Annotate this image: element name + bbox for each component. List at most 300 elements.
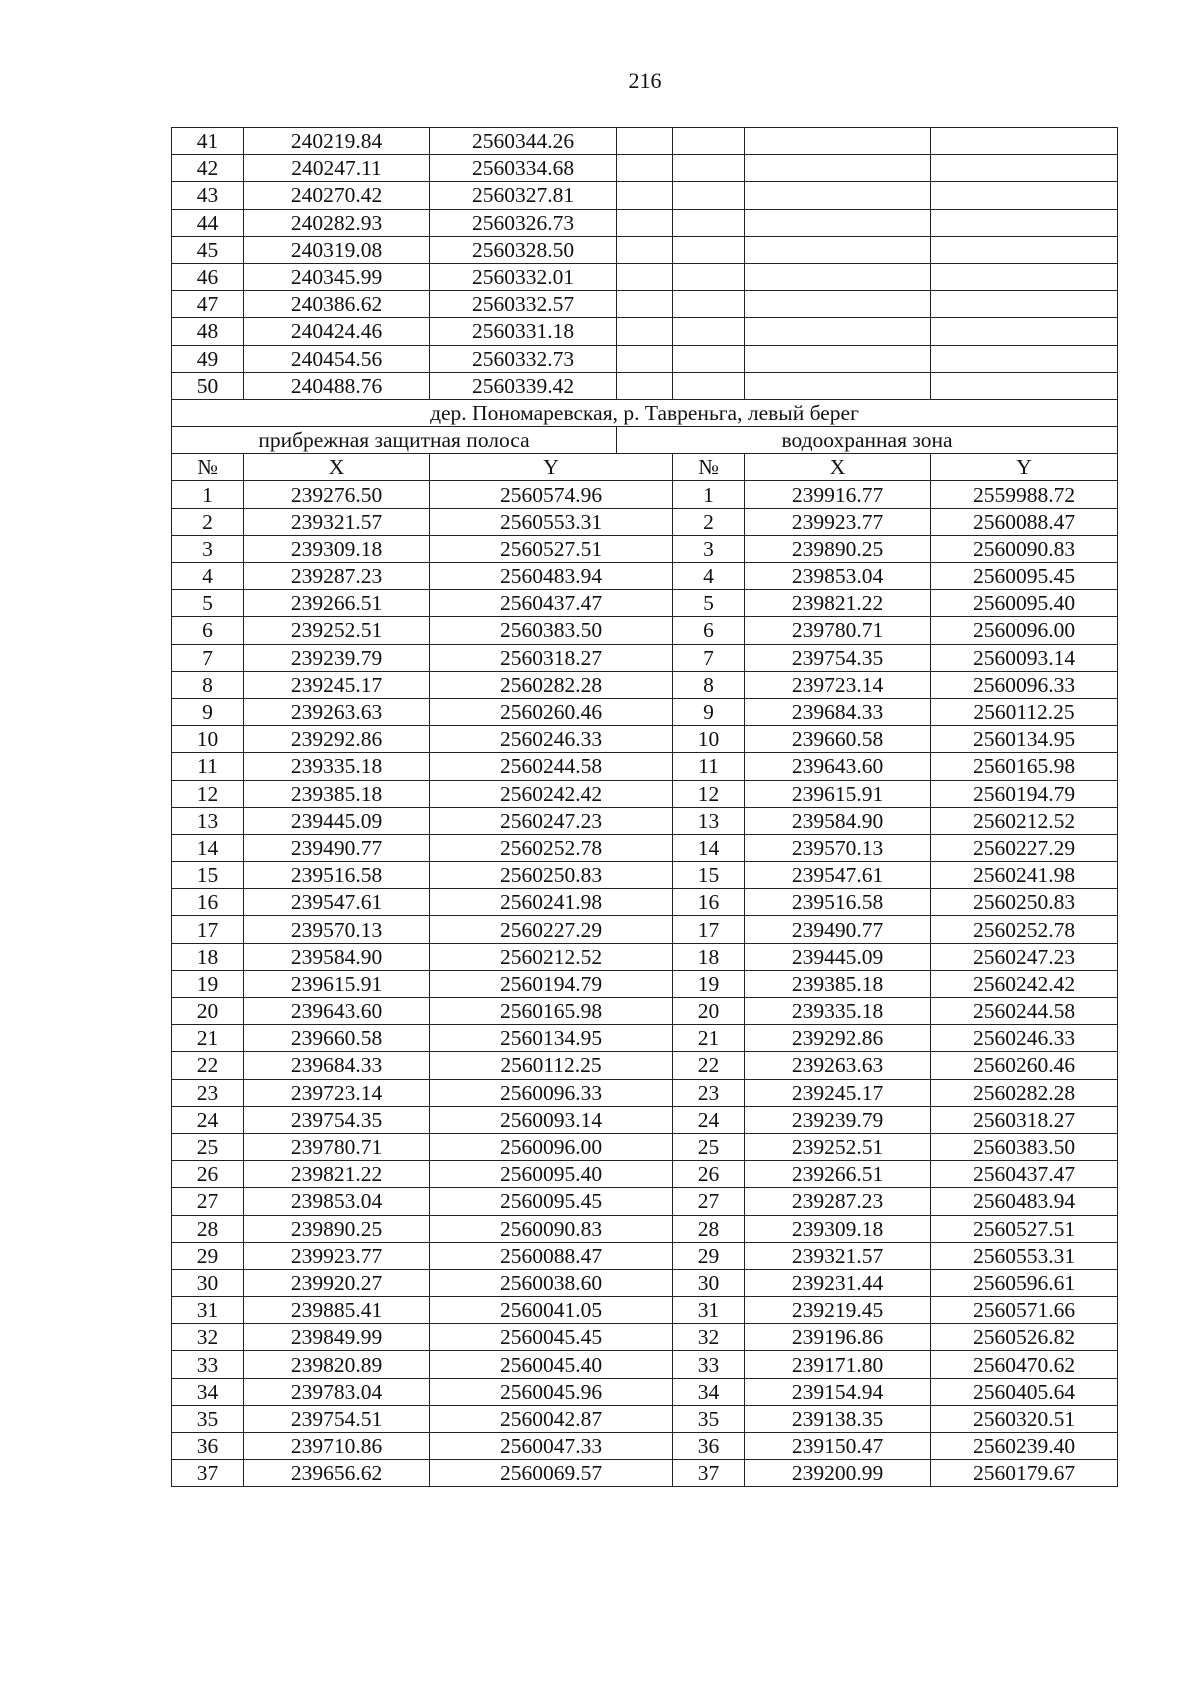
coord-y: 2560332.01: [430, 263, 617, 290]
coord-x-left: 239321.57: [244, 508, 430, 535]
coord-y-left: 2560527.51: [430, 535, 673, 562]
coord-y-right: 2560227.29: [931, 834, 1118, 861]
zone-heading-row: [172, 427, 1118, 454]
coord-x: 240386.62: [244, 291, 430, 318]
coord-y-right: 2560239.40: [931, 1433, 1118, 1460]
point-number-right: 26: [673, 1161, 745, 1188]
point-number: 42: [172, 155, 244, 182]
coord-y: 2560344.26: [430, 128, 617, 155]
point-number-right: 24: [673, 1106, 745, 1133]
coord-x-right: 239723.14: [745, 671, 931, 698]
coord-y-right: 2560282.28: [931, 1079, 1118, 1106]
coord-x-right: 239239.79: [745, 1106, 931, 1133]
coord-y-left: 2560553.31: [430, 508, 673, 535]
table-row: [172, 889, 1118, 916]
coord-x-right: 239385.18: [745, 970, 931, 997]
point-number-left: 20: [172, 998, 244, 1025]
empty-cell: [673, 182, 745, 209]
point-number-left: 9: [172, 698, 244, 725]
point-number-right: 15: [673, 862, 745, 889]
empty-cell: [745, 209, 931, 236]
coord-x-left: 239643.60: [244, 998, 430, 1025]
point-number-left: 14: [172, 834, 244, 861]
point-number-right: 23: [673, 1079, 745, 1106]
point-number-right: 10: [673, 726, 745, 753]
coord-x-right: 239643.60: [745, 753, 931, 780]
coord-y-left: 2560247.23: [430, 807, 673, 834]
coord-x-right: 239150.47: [745, 1433, 931, 1460]
coord-x-right: 239196.86: [745, 1324, 931, 1351]
point-number-right: 35: [673, 1405, 745, 1432]
coord-y-left: 2560194.79: [430, 970, 673, 997]
table-row: [172, 318, 1118, 345]
coord-y-left: 2560041.05: [430, 1297, 673, 1324]
coord-x-right: 239445.09: [745, 943, 931, 970]
point-number: 43: [172, 182, 244, 209]
empty-cell: [617, 372, 673, 399]
table-row: [172, 1052, 1118, 1079]
coord-y-left: 2560250.83: [430, 862, 673, 889]
point-number-right: 36: [673, 1433, 745, 1460]
section-title-row: [172, 399, 1118, 426]
coord-x: 240219.84: [244, 128, 430, 155]
coord-y-right: 2560096.00: [931, 617, 1118, 644]
coord-y: 2560332.73: [430, 345, 617, 372]
coord-x-right: 239780.71: [745, 617, 931, 644]
point-number-left: 2: [172, 508, 244, 535]
coord-x-right: 239231.44: [745, 1269, 931, 1296]
coord-y: 2560327.81: [430, 182, 617, 209]
empty-cell: [673, 345, 745, 372]
table-row: [172, 1324, 1118, 1351]
coord-y-left: 2560045.96: [430, 1378, 673, 1405]
table-row: [172, 590, 1118, 617]
point-number-right: 30: [673, 1269, 745, 1296]
table-row: [172, 807, 1118, 834]
coord-y-right: 2560252.78: [931, 916, 1118, 943]
table-row: [172, 862, 1118, 889]
coord-y-right: 2560526.82: [931, 1324, 1118, 1351]
table-row: [172, 481, 1118, 508]
coord-x-right: 239754.35: [745, 644, 931, 671]
point-number-right: 19: [673, 970, 745, 997]
table-row: [172, 263, 1118, 290]
empty-cell: [673, 236, 745, 263]
coord-y-right: 2560250.83: [931, 889, 1118, 916]
point-number-right: 25: [673, 1133, 745, 1160]
empty-cell: [673, 372, 745, 399]
column-header-row: [172, 454, 1118, 481]
col-header-num-right: №: [673, 454, 745, 481]
point-number-left: 33: [172, 1351, 244, 1378]
coord-x-right: 239916.77: [745, 481, 931, 508]
coord-x-left: 239885.41: [244, 1297, 430, 1324]
empty-cell: [931, 155, 1118, 182]
coord-x-left: 239252.51: [244, 617, 430, 644]
table-row: [172, 1460, 1118, 1487]
coord-x-left: 239754.35: [244, 1106, 430, 1133]
coord-y-right: 2560165.98: [931, 753, 1118, 780]
coord-y-right: 2560194.79: [931, 780, 1118, 807]
empty-cell: [745, 155, 931, 182]
point-number-left: 19: [172, 970, 244, 997]
empty-cell: [931, 236, 1118, 263]
empty-cell: [931, 372, 1118, 399]
coord-y-right: 2560093.14: [931, 644, 1118, 671]
point-number: 45: [172, 236, 244, 263]
coord-y-left: 2560047.33: [430, 1433, 673, 1460]
point-number-left: 37: [172, 1460, 244, 1487]
coord-y-left: 2560112.25: [430, 1052, 673, 1079]
coord-y-left: 2560095.45: [430, 1188, 673, 1215]
coord-x-left: 239821.22: [244, 1161, 430, 1188]
empty-cell: [745, 318, 931, 345]
table-row: [172, 943, 1118, 970]
coord-x-right: 239154.94: [745, 1378, 931, 1405]
coord-y-right: 2560134.95: [931, 726, 1118, 753]
coord-y-right: 2560483.94: [931, 1188, 1118, 1215]
section-header: [172, 399, 1118, 481]
point-number-left: 1: [172, 481, 244, 508]
point-number-left: 7: [172, 644, 244, 671]
empty-cell: [673, 128, 745, 155]
coord-x: 240454.56: [244, 345, 430, 372]
coord-x-left: 239584.90: [244, 943, 430, 970]
water-protection-zone-heading: водоохранная зона: [617, 427, 1118, 454]
coord-x: 240319.08: [244, 236, 430, 263]
table-row: [172, 1025, 1118, 1052]
coord-x-right: 239923.77: [745, 508, 931, 535]
table-row: [172, 128, 1118, 155]
coord-y-left: 2560165.98: [430, 998, 673, 1025]
table-row: [172, 1215, 1118, 1242]
coord-y-right: 2560320.51: [931, 1405, 1118, 1432]
coord-y-left: 2560212.52: [430, 943, 673, 970]
coord-x-right: 239321.57: [745, 1242, 931, 1269]
empty-cell: [745, 263, 931, 290]
coord-x-right: 239138.35: [745, 1405, 931, 1432]
empty-cell: [617, 263, 673, 290]
empty-cell: [745, 291, 931, 318]
table-row: [172, 1378, 1118, 1405]
coord-x-left: 239287.23: [244, 563, 430, 590]
coord-y-right: 2560090.83: [931, 535, 1118, 562]
coord-y-right: 2560571.66: [931, 1297, 1118, 1324]
empty-cell: [931, 182, 1118, 209]
empty-cell: [931, 263, 1118, 290]
coord-x-right: 239516.58: [745, 889, 931, 916]
table-row: [172, 236, 1118, 263]
table-row: [172, 698, 1118, 725]
point-number-left: 15: [172, 862, 244, 889]
coord-x: 240270.42: [244, 182, 430, 209]
coord-x-right: 239615.91: [745, 780, 931, 807]
coord-y-left: 2560093.14: [430, 1106, 673, 1133]
point-number-right: 28: [673, 1215, 745, 1242]
coord-y-right: 2560241.98: [931, 862, 1118, 889]
coord-y-left: 2560483.94: [430, 563, 673, 590]
coord-y-right: 2560527.51: [931, 1215, 1118, 1242]
point-number-left: 13: [172, 807, 244, 834]
col-header-x-right: X: [745, 454, 931, 481]
point-number-right: 4: [673, 563, 745, 590]
point-number-right: 18: [673, 943, 745, 970]
coord-y-right: 2560212.52: [931, 807, 1118, 834]
coord-y: 2560339.42: [430, 372, 617, 399]
coord-x-left: 239853.04: [244, 1188, 430, 1215]
coord-x-left: 239245.17: [244, 671, 430, 698]
coastal-strip-heading: прибрежная защитная полоса: [172, 427, 617, 454]
point-number-left: 28: [172, 1215, 244, 1242]
coord-x-left: 239780.71: [244, 1133, 430, 1160]
point-number-right: 22: [673, 1052, 745, 1079]
point-number: 48: [172, 318, 244, 345]
point-number-left: 25: [172, 1133, 244, 1160]
point-number-right: 33: [673, 1351, 745, 1378]
point-number-left: 22: [172, 1052, 244, 1079]
point-number-right: 7: [673, 644, 745, 671]
point-number-left: 27: [172, 1188, 244, 1215]
coord-x-right: 239684.33: [745, 698, 931, 725]
coord-x-left: 239684.33: [244, 1052, 430, 1079]
coord-y-right: 2560242.42: [931, 970, 1118, 997]
table-row: [172, 1161, 1118, 1188]
empty-cell: [617, 236, 673, 263]
coord-y-left: 2560282.28: [430, 671, 673, 698]
point-number-left: 31: [172, 1297, 244, 1324]
coord-y-left: 2560246.33: [430, 726, 673, 753]
point-number-right: 20: [673, 998, 745, 1025]
point-number-right: 21: [673, 1025, 745, 1052]
table-row: [172, 372, 1118, 399]
coord-x-left: 239920.27: [244, 1269, 430, 1296]
coord-x-right: 239200.99: [745, 1460, 931, 1487]
coord-y: 2560332.57: [430, 291, 617, 318]
coord-y-right: 2560596.61: [931, 1269, 1118, 1296]
coord-y-right: 2560088.47: [931, 508, 1118, 535]
table-row: [172, 726, 1118, 753]
empty-cell: [931, 345, 1118, 372]
table-row: [172, 644, 1118, 671]
coord-y-left: 2560318.27: [430, 644, 673, 671]
point-number-right: 34: [673, 1378, 745, 1405]
point-number-right: 12: [673, 780, 745, 807]
coord-y-left: 2560252.78: [430, 834, 673, 861]
point-number-left: 35: [172, 1405, 244, 1432]
coord-x-left: 239849.99: [244, 1324, 430, 1351]
table-row: [172, 209, 1118, 236]
coord-y-left: 2560134.95: [430, 1025, 673, 1052]
table-row: [172, 970, 1118, 997]
coord-x-right: 239490.77: [745, 916, 931, 943]
coord-y-right: 2560095.45: [931, 563, 1118, 590]
point-number-right: 29: [673, 1242, 745, 1269]
empty-cell: [745, 182, 931, 209]
coord-x-right: 239309.18: [745, 1215, 931, 1242]
coord-x-left: 239490.77: [244, 834, 430, 861]
point-number-left: 21: [172, 1025, 244, 1052]
coord-y-left: 2560242.42: [430, 780, 673, 807]
point-number-left: 32: [172, 1324, 244, 1351]
coord-x-left: 239292.86: [244, 726, 430, 753]
point-number-left: 17: [172, 916, 244, 943]
coord-x-left: 239783.04: [244, 1378, 430, 1405]
coord-y-left: 2560244.58: [430, 753, 673, 780]
coord-x-right: 239570.13: [745, 834, 931, 861]
empty-cell: [673, 318, 745, 345]
empty-cell: [673, 291, 745, 318]
coord-x-left: 239890.25: [244, 1215, 430, 1242]
coord-x-right: 239292.86: [745, 1025, 931, 1052]
empty-cell: [673, 209, 745, 236]
coord-x-right: 239890.25: [745, 535, 931, 562]
coord-x: 240488.76: [244, 372, 430, 399]
point-number-right: 27: [673, 1188, 745, 1215]
coord-x-right: 239853.04: [745, 563, 931, 590]
coord-x-left: 239385.18: [244, 780, 430, 807]
coord-y-right: 2560553.31: [931, 1242, 1118, 1269]
table-row: [172, 345, 1118, 372]
point-number-left: 12: [172, 780, 244, 807]
coord-x-right: 239547.61: [745, 862, 931, 889]
coord-y-left: 2560038.60: [430, 1269, 673, 1296]
table-row: [172, 1106, 1118, 1133]
coord-y-left: 2560042.87: [430, 1405, 673, 1432]
point-number-right: 1: [673, 481, 745, 508]
coord-x-left: 239276.50: [244, 481, 430, 508]
coord-x-right: 239245.17: [745, 1079, 931, 1106]
point-number-right: 16: [673, 889, 745, 916]
coord-y: 2560326.73: [430, 209, 617, 236]
coord-y-right: 2560112.25: [931, 698, 1118, 725]
empty-cell: [617, 155, 673, 182]
coord-y-left: 2560045.45: [430, 1324, 673, 1351]
coord-y-left: 2560096.00: [430, 1133, 673, 1160]
point-number-left: 6: [172, 617, 244, 644]
point-number-left: 5: [172, 590, 244, 617]
point-number-left: 26: [172, 1161, 244, 1188]
empty-cell: [931, 209, 1118, 236]
table-row: [172, 508, 1118, 535]
empty-cell: [617, 318, 673, 345]
coord-x-right: 239287.23: [745, 1188, 931, 1215]
table-row: [172, 617, 1118, 644]
empty-cell: [745, 372, 931, 399]
table-row: [172, 1188, 1118, 1215]
col-header-y-right: Y: [931, 454, 1118, 481]
coord-x-right: 239252.51: [745, 1133, 931, 1160]
empty-cell: [745, 345, 931, 372]
coord-y-left: 2560095.40: [430, 1161, 673, 1188]
coord-y-left: 2560227.29: [430, 916, 673, 943]
section-title: дер. Пономаревская, р. Тавреньга, левый берег: [172, 399, 1118, 426]
point-number-left: 4: [172, 563, 244, 590]
table-row: [172, 998, 1118, 1025]
point-number-right: 5: [673, 590, 745, 617]
coord-y-right: 2560470.62: [931, 1351, 1118, 1378]
point-number-right: 8: [673, 671, 745, 698]
coord-x-left: 239547.61: [244, 889, 430, 916]
point-number-right: 17: [673, 916, 745, 943]
coord-x-left: 239239.79: [244, 644, 430, 671]
point-number-right: 11: [673, 753, 745, 780]
coord-x-left: 239710.86: [244, 1433, 430, 1460]
point-number-right: 13: [673, 807, 745, 834]
point-number-left: 29: [172, 1242, 244, 1269]
point-number-right: 2: [673, 508, 745, 535]
coord-x: 240424.46: [244, 318, 430, 345]
point-number-left: 3: [172, 535, 244, 562]
empty-cell: [931, 291, 1118, 318]
coord-y-left: 2560088.47: [430, 1242, 673, 1269]
coord-y-left: 2560574.96: [430, 481, 673, 508]
col-header-x-left: X: [244, 454, 430, 481]
coord-y-right: 2560383.50: [931, 1133, 1118, 1160]
coord-x-left: 239309.18: [244, 535, 430, 562]
table-row: [172, 1079, 1118, 1106]
table-row: [172, 671, 1118, 698]
coord-x-left: 239570.13: [244, 916, 430, 943]
coord-x-left: 239754.51: [244, 1405, 430, 1432]
point-number-left: 36: [172, 1433, 244, 1460]
empty-cell: [617, 182, 673, 209]
coord-x-right: 239171.80: [745, 1351, 931, 1378]
coord-x-left: 239335.18: [244, 753, 430, 780]
point-number: 49: [172, 345, 244, 372]
empty-cell: [931, 128, 1118, 155]
coord-x-left: 239923.77: [244, 1242, 430, 1269]
point-number-right: 6: [673, 617, 745, 644]
table-row: [172, 916, 1118, 943]
table-row: [172, 535, 1118, 562]
table-row: [172, 563, 1118, 590]
empty-cell: [931, 318, 1118, 345]
point-number: 50: [172, 372, 244, 399]
coord-y-right: 2559988.72: [931, 481, 1118, 508]
coord-y-left: 2560045.40: [430, 1351, 673, 1378]
coord-x-right: 239584.90: [745, 807, 931, 834]
top-rows-body: [172, 128, 1118, 400]
point-number: 47: [172, 291, 244, 318]
point-number-right: 31: [673, 1297, 745, 1324]
table-row: [172, 1351, 1118, 1378]
coord-x-left: 239516.58: [244, 862, 430, 889]
table-row: [172, 1433, 1118, 1460]
empty-cell: [617, 345, 673, 372]
coord-x-right: 239821.22: [745, 590, 931, 617]
page-number: 216: [628, 68, 662, 93]
point-number-left: 18: [172, 943, 244, 970]
point-number: 46: [172, 263, 244, 290]
table-row: [172, 753, 1118, 780]
coord-x-right: 239263.63: [745, 1052, 931, 1079]
empty-cell: [745, 236, 931, 263]
coord-y-right: 2560247.23: [931, 943, 1118, 970]
coord-x-right: 239266.51: [745, 1161, 931, 1188]
coord-x: 240282.93: [244, 209, 430, 236]
table-row: [172, 1405, 1118, 1432]
empty-cell: [617, 209, 673, 236]
coord-x-right: 239335.18: [745, 998, 931, 1025]
point-number: 44: [172, 209, 244, 236]
empty-cell: [617, 291, 673, 318]
table-row: [172, 1297, 1118, 1324]
coord-y-right: 2560405.64: [931, 1378, 1118, 1405]
table-row: [172, 1133, 1118, 1160]
coord-y-right: 2560244.58: [931, 998, 1118, 1025]
col-header-num-left: №: [172, 454, 244, 481]
coord-x-left: 239660.58: [244, 1025, 430, 1052]
